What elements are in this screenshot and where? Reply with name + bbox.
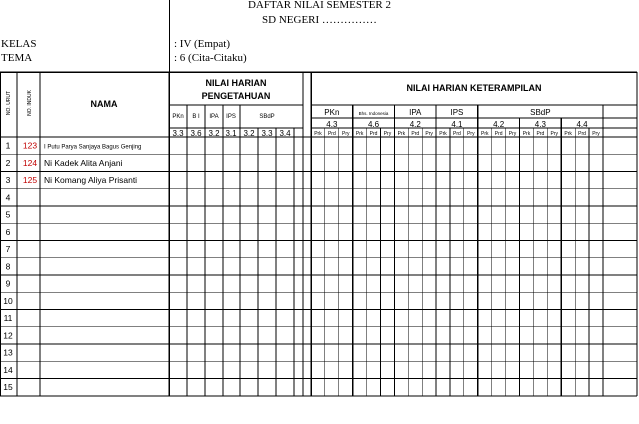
keterampilan-subject: IPA (409, 108, 422, 117)
keterampilan-kd: 4.3 (534, 120, 546, 129)
no-induk-header: NO. INDUK (27, 90, 33, 116)
keterampilan-kd: 4.4 (576, 120, 588, 129)
pengetahuan-kd: 3.2 (243, 129, 255, 138)
sub-col-header: Pry (383, 131, 392, 137)
school-name: SD NEGERI …………… (262, 14, 377, 26)
row-number: 15 (3, 382, 13, 393)
keterampilan-subject: IPS (450, 108, 464, 117)
row-number: 4 (5, 192, 11, 203)
row-number: 3 (5, 175, 11, 186)
row-number: 1 (5, 140, 11, 151)
sub-col-header: Pry (550, 131, 558, 137)
sub-col-header: Prd (453, 131, 461, 137)
tema-value: : 6 (Cita-Citaku) (174, 52, 247, 64)
sub-col-header: Prk (355, 131, 364, 137)
keterampilan-kd: 4.2 (409, 120, 421, 129)
pengetahuan-subject: IPA (209, 114, 219, 120)
row-number: 14 (3, 364, 13, 375)
pengetahuan-subject: PKn (172, 114, 184, 120)
page-title: DAFTAR NILAI SEMESTER 2 (247, 0, 392, 11)
sub-col-header: Prd (369, 131, 378, 137)
sub-col-header: Prd (327, 131, 336, 137)
row-number: 10 (3, 295, 13, 306)
sub-col-header: Prd (578, 131, 586, 137)
kelas-label: KELAS (1, 38, 37, 50)
pengetahuan-subject: IPS (226, 114, 236, 120)
pengetahuan-subtitle: PENGETAHUAN (201, 91, 271, 101)
sub-col-header: Prk (564, 131, 572, 137)
keterampilan-kd: 4.3 (326, 120, 338, 129)
sub-col-header: Prk (397, 131, 406, 137)
pengetahuan-kd: 3.3 (172, 129, 184, 138)
sub-col-header: Prd (494, 131, 503, 137)
sub-col-header: Pry (425, 131, 433, 137)
row-number: 8 (5, 261, 11, 272)
pengetahuan-kd: 3.4 (279, 129, 291, 138)
sub-col-header: Prk (522, 131, 531, 137)
row-number: 11 (3, 313, 13, 324)
keterampilan-subject: Bhs. Indonesia (358, 111, 389, 116)
sub-col-header: Prk (314, 131, 322, 137)
row-induk: 124 (22, 157, 38, 168)
row-number: 5 (5, 209, 11, 220)
row-number: 9 (5, 278, 11, 289)
row-number: 12 (3, 330, 13, 341)
pengetahuan-kd: 3.6 (190, 129, 202, 138)
sub-col-header: Prk (439, 131, 447, 137)
no-urut-header: NO. URUT (6, 90, 12, 116)
row-name: I Putu Parya Sanjaya Bagus Genjing (44, 144, 142, 151)
sub-col-header: Pry (467, 131, 475, 137)
pengetahuan-kd: 3.3 (261, 129, 273, 138)
pengetahuan-title: NILAI HARIAN (205, 78, 267, 88)
row-name: Ni Komang Aliya Prisanti (44, 175, 138, 186)
row-number: 13 (3, 347, 13, 358)
pengetahuan-kd: 3.2 (208, 129, 220, 138)
row-induk: 123 (22, 140, 38, 151)
keterampilan-subject: PKn (324, 108, 340, 117)
row-name: Ni Kadek Alita Anjani (44, 157, 123, 168)
row-induk: 125 (22, 175, 38, 186)
keterampilan-title: NILAI HARIAN KETERAMPILAN (406, 83, 542, 93)
sub-col-header: Prk (481, 131, 489, 137)
keterampilan-subject: SBdP (530, 108, 551, 117)
keterampilan-kd: 4.2 (493, 120, 505, 129)
row-number: 6 (5, 226, 11, 237)
pengetahuan-subject: SBdP (259, 114, 275, 120)
sub-col-header: Pry (592, 131, 600, 137)
kelas-value: : IV (Empat) (174, 38, 231, 50)
sub-col-header: Pry (342, 131, 350, 137)
keterampilan-kd: 4.6 (367, 120, 380, 129)
row-number: 2 (5, 157, 11, 168)
pengetahuan-subject: B I (192, 114, 200, 120)
row-number: 7 (5, 244, 11, 255)
nama-header: NAMA (90, 99, 118, 109)
sub-col-header: Pry (508, 131, 517, 137)
tema-label: TEMA (1, 52, 33, 64)
keterampilan-kd: 4.1 (451, 120, 463, 129)
pengetahuan-kd: 3.1 (225, 129, 237, 138)
sub-col-header: Prd (536, 131, 545, 137)
sub-col-header: Prd (411, 131, 420, 137)
